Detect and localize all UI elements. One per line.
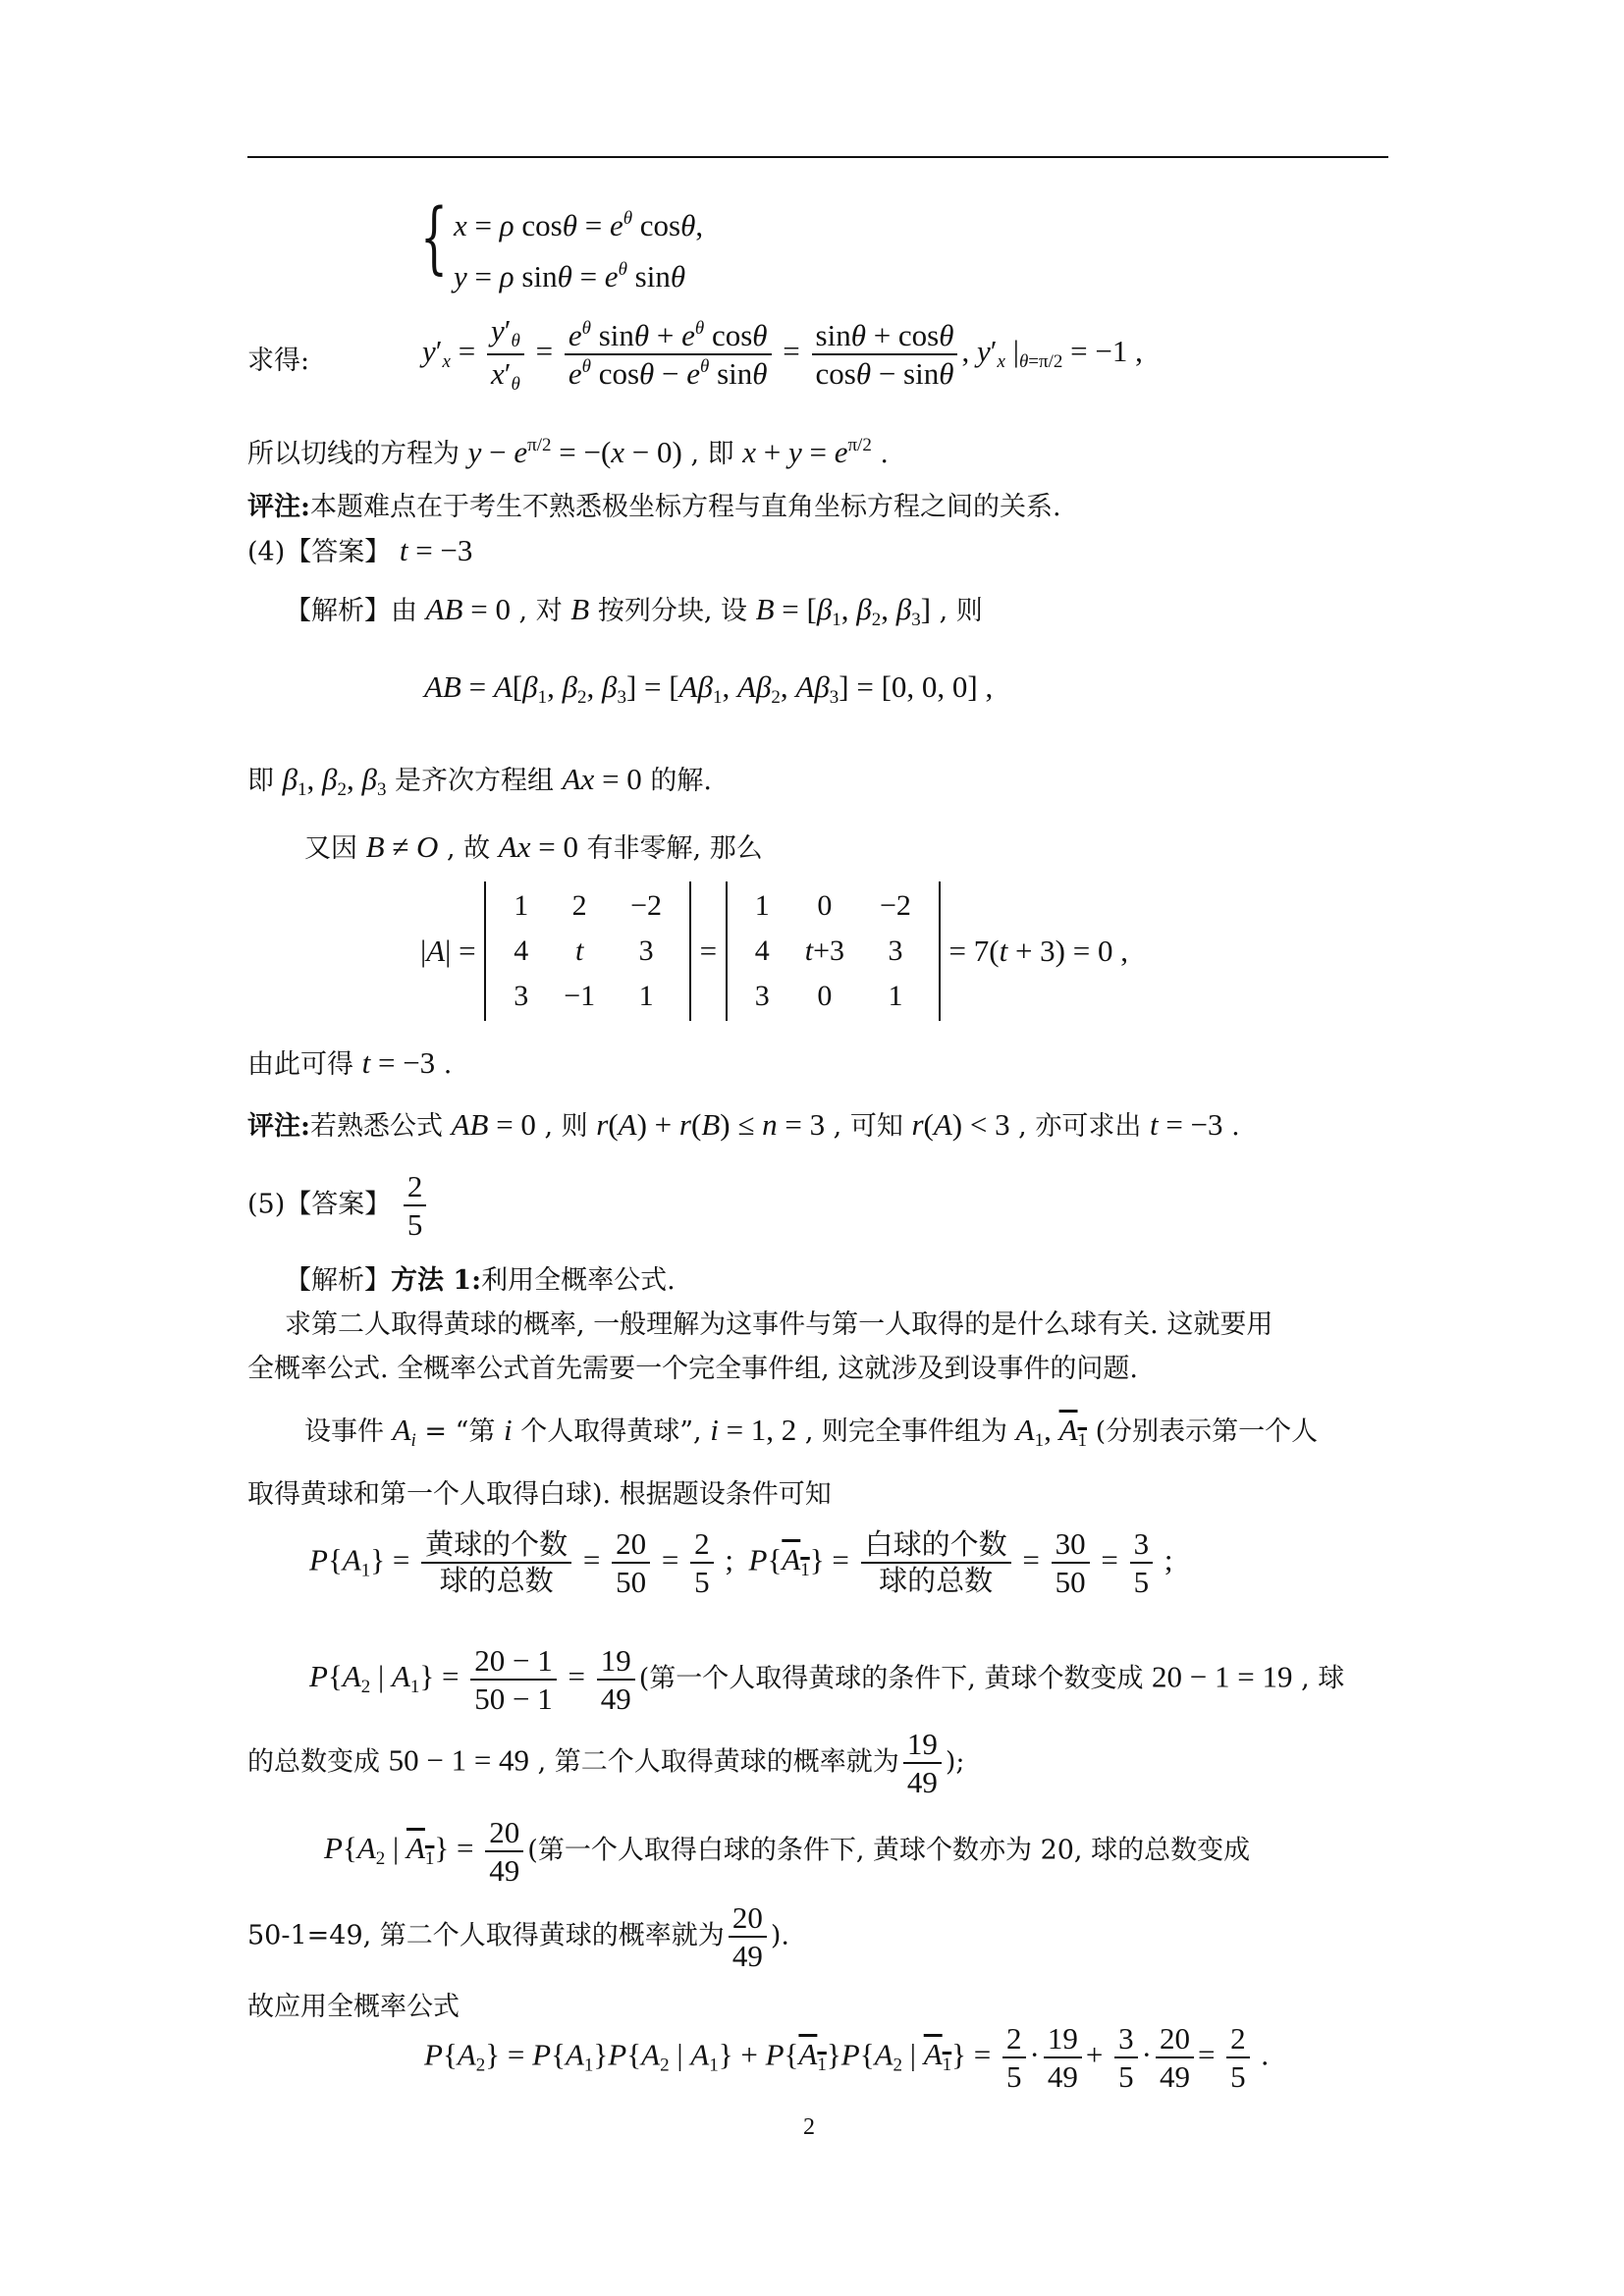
qiude-label: 求得: [247, 346, 310, 376]
q5-eq-1: $P\{A_1\}$ = $\frac{\text{黄球的个数}}{\text{球的总数}}$ = $\frac{20}{50}$ = $\frac{2}{5}$ ; $P\{A_1\}$ = $\frac{\text{白球的个数}}{\text{球的总数}}$ = $\frac{30}{50}$ = $\frac{3}{5}$ ; [309, 1526, 1173, 1600]
note-3 [247, 485, 1061, 523]
q5-paragraph-4: 取得黄球和第一个人取得白球). 根据题设条件可知 [247, 1479, 832, 1510]
tangent-line: 所以切线的方程为 $y - e^{\pi/2} = -(x - 0)$ , 即 $x + y = e^{\pi/2}$ . [247, 435, 890, 469]
system-line-2: y = ρ $\sin\theta = e^\theta$ sinθ [454, 259, 686, 294]
q5-method-label: 方法 1: [391, 1265, 482, 1296]
note-3-label: 评注: [247, 492, 310, 522]
q5-method-1 [285, 1258, 676, 1297]
q4-block-equation: AB = $A[\beta_1$, $\beta_2$, $\beta_3] = [A\beta_1$, $A\beta_2$, $A\beta_3] = [0$, 0, 0] , [424, 669, 994, 708]
q5-eq-3: $P\{A_2$ | $A_1$} = $\frac{20}{49}$ (第一个人取得白球的条件下, 黄球个数亦为 20, 球的总数变成 [324, 1815, 1251, 1889]
q4-line-4: 又因 B ≠ O , 故 Ax = 0 有非零解, 那么 [304, 829, 763, 864]
determinant-equation: |A| = 1 2 −2 4 t 3 3 −1 1 = 1 0 −2 4 t+3 3 3 0 1 = 7(t + 3) = 0 , [420, 881, 1128, 1021]
derivative-equation: $y'_x$ = $\frac{y'_\theta}{x'_\theta}$ = $\frac{e^\theta \sin\theta + e^\theta \cos\theta}{e^\theta \cos\theta - e^\theta \sin\theta}$ = $\frac{\sin\theta + \cos\theta}{\cos\theta - \sin\theta}$ , $y'_x$ $|_{\theta=\pi/2} = -1$ , [422, 313, 1143, 395]
q5-final-equation: $P\{A_2\} = P\{A_1\}P\{A_2$ | $A_1\} + P\{A_1\}P\{A_2$ | $A_1$} = $\frac{2}{5}$ · $\frac{19}{49}$ + $\frac{3}{5}$ · $\frac{20}{49}$ = $\frac{2}{5}$ . [424, 2021, 1270, 2095]
q5-eq-2b: 的总数变成 50 − 1 = 49 , 第二个人取得黄球的概率就为 $\frac{19}{49}$ ); [247, 1727, 965, 1800]
system-line-1: x = ρ $\cos\theta = e^\theta$ cosθ, [454, 208, 704, 242]
q5-analysis-label: 【解析】 [285, 1265, 391, 1296]
q4-result: 由此可得 t = −3 . [247, 1045, 453, 1080]
determinant-1: 1 2 −2 4 t 3 3 −1 1 [484, 881, 691, 1021]
q5-paragraph-2: 全概率公式. 全概率公式首先需要一个完全事件组, 这就涉及到设事件的问题. [247, 1354, 1138, 1384]
page-number: 2 [803, 2114, 815, 2140]
q5-answer [247, 1168, 430, 1243]
q5-answer-denominator: 5 [406, 1207, 423, 1243]
note-4: 评注:若熟悉公式 AB = 0 , 则 r(A) + r(B) ≤ n = 3 , 可知 r(A) < 3 , 亦可求出 t = −3 . [247, 1107, 1240, 1142]
header-rule [247, 156, 1388, 158]
q5-answer-numerator: 2 [404, 1168, 427, 1206]
note-4-label: 评注: [247, 1111, 310, 1142]
system-brace: { [420, 191, 448, 283]
q5-paragraph-1: 求第二人取得黄球的概率, 一般理解为这事件与第一人取得的是什么球有关. 这就要用 [285, 1309, 1273, 1340]
q4-analysis-intro: 【解析】由 AB = 0 , 对 B 按列分块, 设 $B = [\beta_1$, $\beta_2$, $\beta_3$] , 则 [285, 592, 983, 630]
q4-line-3: 即 $\beta_1$, $\beta_2$, $\beta_3$ 是齐次方程组 Ax = 0 的解. [247, 762, 712, 800]
q5-paragraph-3: 设事件 $A_i$ = “第 i 个人取得黄球”, i = 1, 2 , 则完全事件组为 $A_1$, $A_1$ (分别表示第一个人 [304, 1413, 1319, 1451]
q5-method-text: 利用全概率公式. [481, 1265, 676, 1296]
determinant-2: 1 0 −2 4 t+3 3 3 0 1 [726, 881, 941, 1021]
q5-eq-2: $P\{A_2$ | $A_1$} = $\frac{20 - 1}{50 - 1}$ = $\frac{19}{49}$ (第一个人取得黄球的条件下, 黄球个数变成 20 − 1 = 19 , 球 [309, 1643, 1345, 1717]
q5-eq-3b: 50-1=49, 第二个人取得黄球的概率就为 $\frac{20}{49}$ ). [247, 1900, 789, 1974]
q4-answer: (4)【答案】 t = −3 [247, 533, 473, 567]
note-3-text: 本题难点在于考生不熟悉极坐标方程与直角坐标方程之间的关系. [309, 492, 1061, 522]
q5-paragraph-5: 故应用全概率公式 [247, 1992, 460, 2022]
q5-answer-label: (5)【答案】 [247, 1189, 392, 1220]
